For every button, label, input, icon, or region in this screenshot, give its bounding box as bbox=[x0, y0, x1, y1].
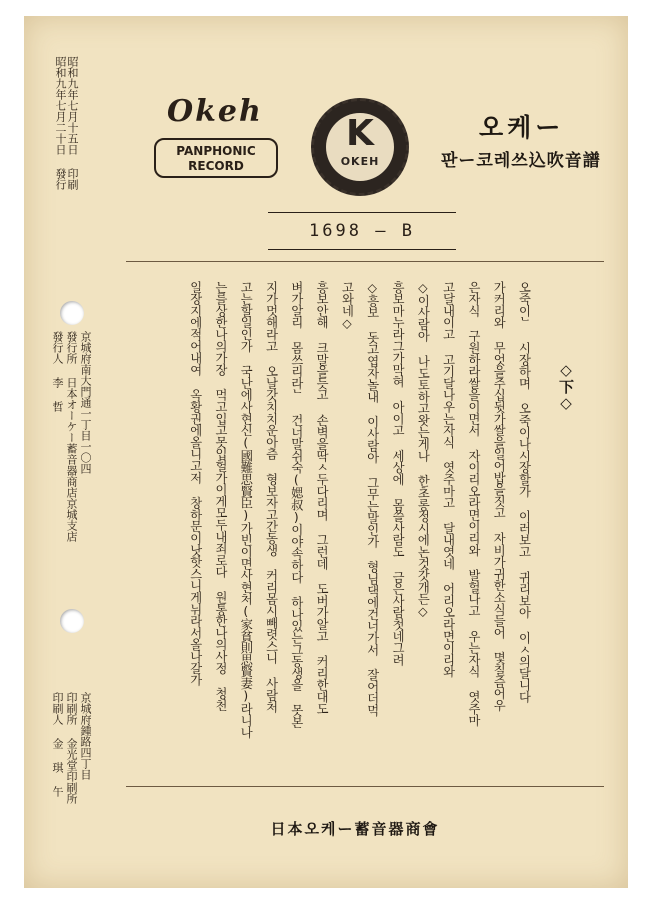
lyric-line: 가커리와 무엇을주십뒷가쌀을일어밥을짓고 자비가귀한소식들어 몇칠즘어우 bbox=[491, 281, 506, 711]
record-line: RECORD bbox=[188, 159, 244, 173]
printer-address: 京城府鍾路四丁目 bbox=[79, 692, 92, 780]
lyric-line: 고는할일인가 국난에사현신(國難思賢臣)가빈이면사현처(家貧則思賢妻)라니나 bbox=[238, 281, 253, 738]
lyric-line: 일장지에적어내여 옥황권에올니고저 창하문이낫핫스니게뉘라서올나갈가 bbox=[188, 281, 203, 686]
panphonic-line: PANPHONIC bbox=[176, 144, 256, 158]
lyric-line: 고와네◇ bbox=[339, 281, 354, 330]
publish-date: 昭和九年七月二十日 發行 bbox=[54, 56, 67, 190]
okeh-korean-title: 오케ー bbox=[479, 113, 565, 142]
punch-hole-bottom bbox=[60, 609, 84, 633]
bottom-divider bbox=[126, 786, 604, 787]
lyric-line: 은자식 구원하라쌀을이면서 자이리오라면이리와 발헐나고 우는자식 엿주마 bbox=[466, 281, 481, 727]
publisher-address: 京城府南大門通一丁目一〇四 bbox=[79, 331, 92, 474]
record-number: 1698 — B bbox=[268, 212, 456, 250]
lyric-line: 지가멋해라고 오날갓치치운아츰 형보자고간동생 커리몸시빼렷스니 사람처 bbox=[264, 281, 279, 713]
seal-letter: K bbox=[346, 113, 374, 154]
print-date: 昭和九年七月十五日 印刷 bbox=[66, 56, 79, 190]
top-divider bbox=[126, 261, 604, 262]
punch-hole-top bbox=[60, 301, 84, 325]
record-lyric-sheet bbox=[24, 16, 628, 888]
lyric-line: 는를상한나의가장 먹고입고못입헐가이게모두내죄로다 원통한나의사정 청천 bbox=[213, 281, 228, 711]
lyric-line: 오죽이ᄂ 시장하며 오죽이나시장할가 이러보고 귀리보아 이ㅅ의달니다 bbox=[517, 281, 531, 703]
okeh-seal-icon bbox=[311, 98, 409, 196]
printer-person: 印刷人 金 琪 午 bbox=[51, 692, 64, 797]
publisher-footer: 日本오케ー蓄音器商會 bbox=[270, 820, 440, 838]
lyric-line: 흥보마누라그가막혀 아이고 세상에 몸쓸사람도 금은사람첫네그려 bbox=[390, 281, 405, 666]
printer-office: 印刷所 金光堂印刷所 bbox=[65, 692, 78, 804]
seal-name: OKEH bbox=[340, 155, 380, 168]
lyric-line: 흥보안해 크말을듯고 손벽을딱ㅅ두다리며 그런데 도버가알고 커리한대도 bbox=[314, 281, 329, 715]
lyric-line: ◇흥보 돗고엽자놀내 이사람아 그무는말인가 형님댁에건너가서 잘어더먹 bbox=[365, 281, 380, 716]
publisher-person: 發行人 李 哲 bbox=[51, 331, 64, 412]
record-subtitle: 판ー코레쓰込吹音譜 bbox=[441, 151, 601, 171]
section-title: ◇下◇ bbox=[557, 361, 575, 412]
lyric-line: 고달내이고 고기달나우는자식 엿주마고 달내엿네 어리오라면이리와 bbox=[441, 281, 456, 678]
lyric-line: 벼가알리 몸쓰리라ᄂ 건너말쉬숙(媤叔)이야속하다 하나있는그동생을 못본 bbox=[289, 281, 304, 728]
lyric-line: ◇이사람아 나도토하고왓는게나 한초롱정시에논것갓개든◇ bbox=[415, 281, 430, 619]
publisher-office: 發行所 日本オーケー蓄音器商店京城支店 bbox=[65, 331, 78, 542]
lyrics-body bbox=[182, 281, 536, 781]
brand-logo: Okeh bbox=[167, 94, 263, 129]
seal-center bbox=[326, 113, 394, 181]
panphonic-record-badge bbox=[154, 138, 278, 178]
